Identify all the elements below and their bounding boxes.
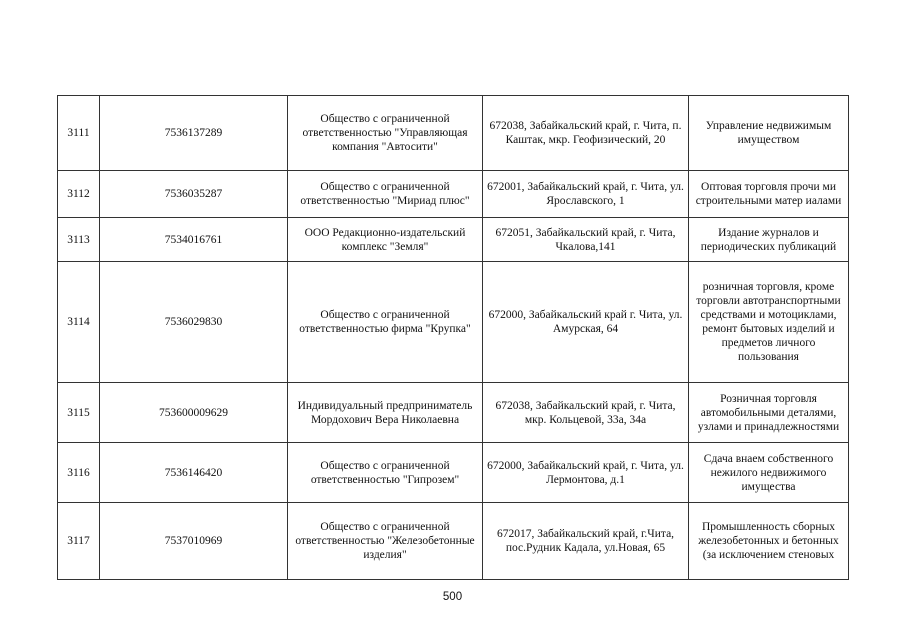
address-cell: 672038, Забайкальский край, г. Чита, мкр. Кольцевой, 33а, 34а	[483, 383, 689, 443]
table-row	[58, 218, 849, 262]
table-row	[58, 383, 849, 443]
organization-name-cell: Индивидуальный предприниматель Мордохович Вера Николаевна	[288, 383, 483, 443]
address-cell: 672000, Забайкальский край г. Чита, ул. Амурская, 64	[483, 262, 689, 383]
table-row	[58, 262, 849, 383]
inn-cell: 7534016761	[100, 218, 288, 262]
organization-name-cell: ООО Редакционно-издательский комплекс "Земля"	[288, 218, 483, 262]
address-cell: 672051, Забайкальский край, г. Чита, Чкалова,141	[483, 218, 689, 262]
inn-cell: 7536029830	[100, 262, 288, 383]
row-number: 3111	[58, 96, 100, 171]
row-number: 3115	[58, 383, 100, 443]
inn-cell: 7536035287	[100, 171, 288, 218]
activity-cell: Издание журналов и периодических публикаций	[689, 218, 849, 262]
table-row	[58, 171, 849, 218]
activity-cell: Управление недвижимым имуществом	[689, 96, 849, 171]
row-number: 3116	[58, 443, 100, 503]
activity-cell: Оптовая торговля прочи ми строительными матер иалами	[689, 171, 849, 218]
address-cell: 672000, Забайкальский край, г. Чита, ул. Лермонтова, д.1	[483, 443, 689, 503]
table-row	[58, 503, 849, 580]
activity-cell: Розничная торговля автомобильными деталями, узлами и принадлежностями	[689, 383, 849, 443]
row-number: 3112	[58, 171, 100, 218]
table-row	[58, 443, 849, 503]
organization-name-cell: Общество с ограниченной ответственностью "Железобетонные изделия"	[288, 503, 483, 580]
address-cell: 672017, Забайкальский край, г.Чита, пос.Рудник Кадала, ул.Новая, 65	[483, 503, 689, 580]
row-number: 3117	[58, 503, 100, 580]
organization-name-cell: Общество с ограниченной ответственностью "Мириад плюс"	[288, 171, 483, 218]
organization-name-cell: Общество с ограниченной ответственностью "Управляющая компания "Автосити"	[288, 96, 483, 171]
activity-cell: розничная торговля, кроме торговли автотранспортными средствами и мотоциклами, ремонт бытовых изделий и предметов личного пользования	[689, 262, 849, 383]
page-number: 500	[442, 591, 463, 603]
registry-table	[57, 95, 849, 580]
inn-cell: 7536137289	[100, 96, 288, 171]
activity-cell: Промышленность сборных железобетонных и бетонных (за исключением стеновых	[689, 503, 849, 580]
inn-cell: 753600009629	[100, 383, 288, 443]
inn-cell: 7537010969	[100, 503, 288, 580]
organization-name-cell: Общество с ограниченной ответственностью "Гипрозем"	[288, 443, 483, 503]
address-cell: 672038, Забайкальский край, г. Чита, п. Каштак, мкр. Геофизический, 20	[483, 96, 689, 171]
row-number: 3113	[58, 218, 100, 262]
row-number: 3114	[58, 262, 100, 383]
inn-cell: 7536146420	[100, 443, 288, 503]
organization-name-cell: Общество с ограниченной ответственностью фирма "Крупка"	[288, 262, 483, 383]
address-cell: 672001, Забайкальский край, г. Чита, ул. Ярославского, 1	[483, 171, 689, 218]
activity-cell: Сдача внаем собственного нежилого недвижимого имущества	[689, 443, 849, 503]
table-row	[58, 96, 849, 171]
